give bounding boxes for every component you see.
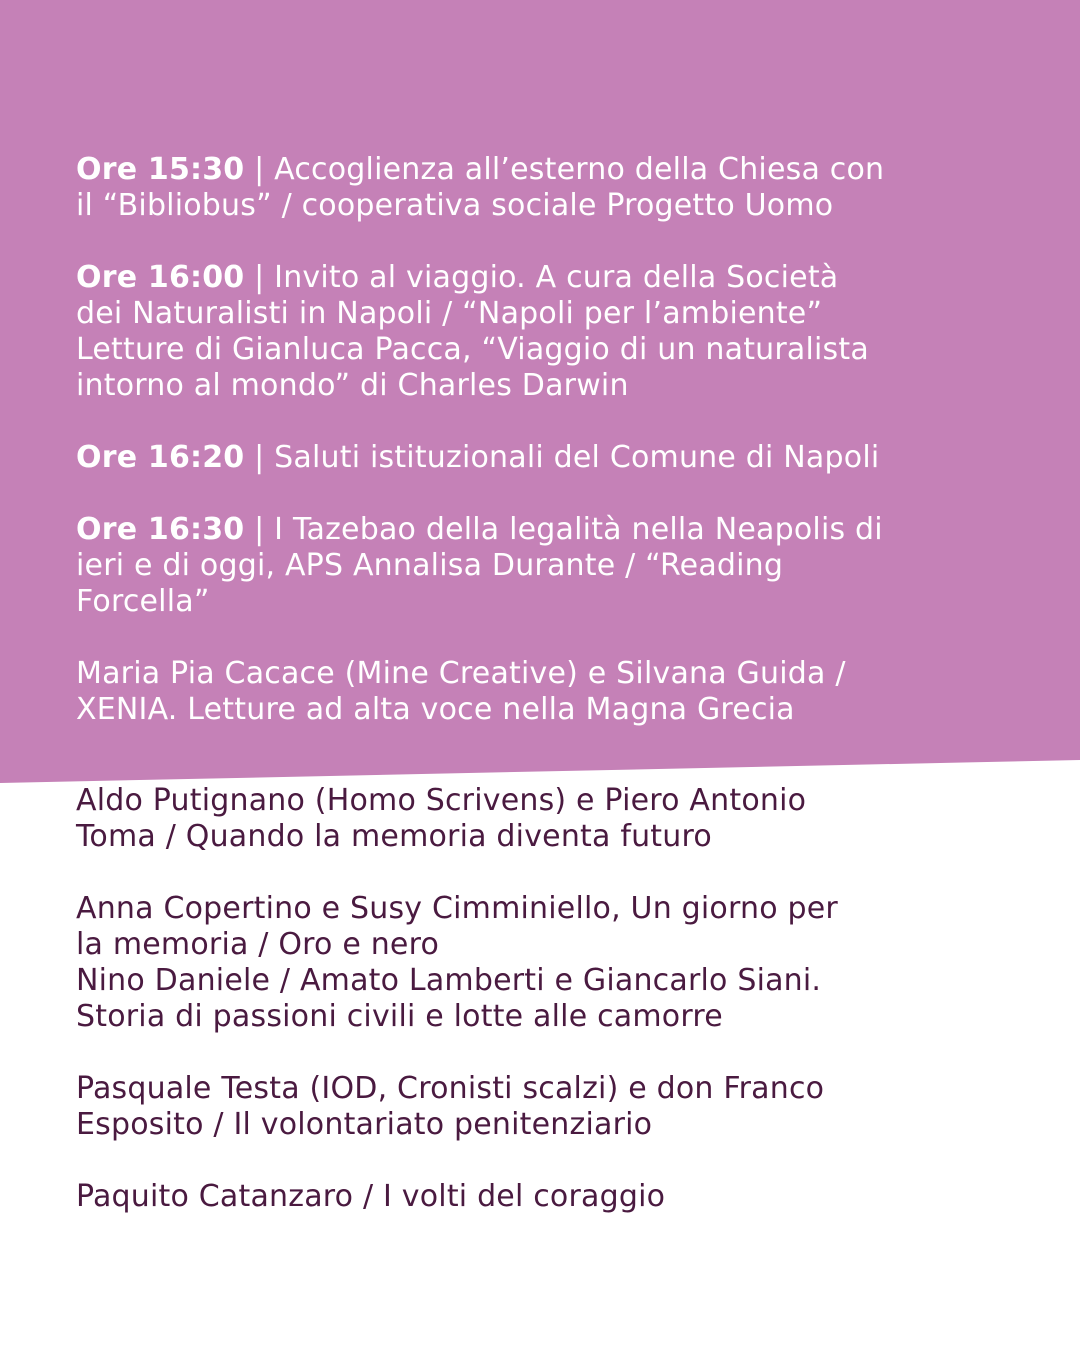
schedule-item-testa <box>76 1071 1036 1143</box>
schedule-line: Letture di Gianluca Pacca, “Viaggio di un naturalista <box>76 332 869 367</box>
time-separator: | <box>244 512 275 547</box>
schedule-line: Pasquale Testa (IOD, Cronisti scalzi) e don Franco <box>76 1071 825 1106</box>
schedule-time: Ore 15:30 <box>76 152 245 187</box>
schedule-content <box>76 152 1036 1251</box>
schedule-item-reading <box>76 656 1036 728</box>
schedule-time: Ore 16:00 <box>76 260 245 295</box>
schedule-line: dei Naturalisti in Napoli / “Napoli per l’ambiente” <box>76 296 823 331</box>
schedule-line: ieri e di oggi, APS Annalisa Durante / “Reading <box>76 548 784 583</box>
schedule-line <box>76 512 1036 548</box>
schedule-text: Saluti istituzionali del Comune di Napoli <box>274 440 880 475</box>
schedule-line <box>76 152 1036 188</box>
schedule-line: Toma / Quando la memoria diventa futuro <box>76 819 712 854</box>
schedule-line: Anna Copertino e Susy Cimminiello, Un giorno per <box>76 891 838 926</box>
time-separator: | <box>244 152 275 187</box>
schedule-line: Aldo Putignano (Homo Scrivens) e Piero Antonio <box>76 783 807 818</box>
schedule-item-copertino <box>76 891 1036 1035</box>
schedule-line: Storia di passioni civili e lotte alle camorre <box>76 999 723 1034</box>
schedule-text: Accoglienza all’esterno della Chiesa con <box>274 152 885 187</box>
schedule-item-1630 <box>76 512 1036 620</box>
time-separator: | <box>244 260 275 295</box>
schedule-line: Paquito Catanzaro / I volti del coraggio <box>76 1179 666 1214</box>
schedule-time: Ore 16:20 <box>76 440 245 475</box>
schedule-line: XENIA. Letture ad alta voce nella Magna Grecia <box>76 692 795 727</box>
schedule-line: Esposito / Il volontariato penitenziario <box>76 1107 653 1142</box>
program-schedule-lower <box>76 783 1036 1215</box>
schedule-item-1620 <box>76 440 1036 476</box>
schedule-time: Ore 16:30 <box>76 512 245 547</box>
schedule-line: il “Bibliobus” / cooperativa sociale Progetto Uomo <box>76 188 834 223</box>
schedule-item-catanzaro <box>76 1179 1036 1215</box>
schedule-line: intorno al mondo” di Charles Darwin <box>76 368 629 403</box>
schedule-line: Maria Pia Cacace (Mine Creative) e Silvana Guida / <box>76 656 846 691</box>
schedule-item-1600 <box>76 260 1036 404</box>
time-separator: | <box>244 440 275 475</box>
program-schedule-upper <box>76 152 1036 728</box>
schedule-line <box>76 260 1036 296</box>
schedule-line: Nino Daniele / Amato Lamberti e Giancarlo Siani. <box>76 963 822 998</box>
schedule-line: la memoria / Oro e nero <box>76 927 440 962</box>
schedule-text: Invito al viaggio. A cura della Società <box>274 260 839 295</box>
schedule-item-1530 <box>76 152 1036 224</box>
schedule-item-putignano <box>76 783 1036 855</box>
schedule-text: I Tazebao della legalità nella Neapolis di <box>274 512 883 547</box>
schedule-line: Forcella” <box>76 584 210 619</box>
schedule-line <box>76 440 1036 476</box>
